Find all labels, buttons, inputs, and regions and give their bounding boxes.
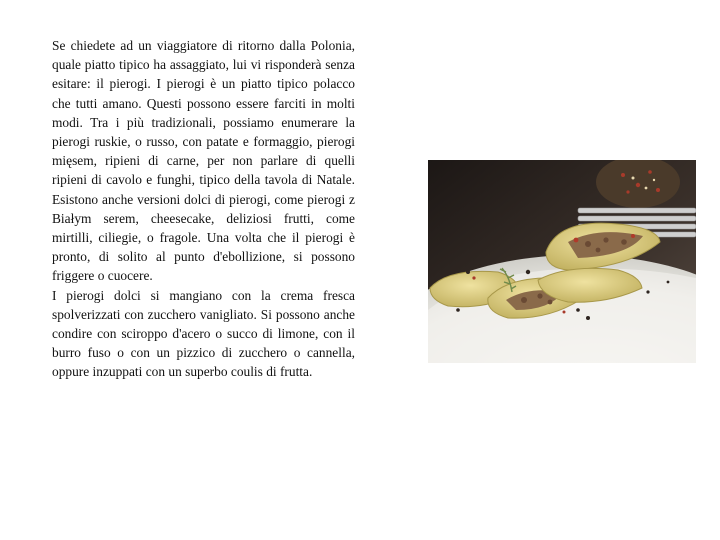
article-paragraph-2: I pierogi dolci si mangiano con la crema fresca spolverizzati con zucchero vanigliato. Si possono anche condire con sciroppo d'acero o succo di limone, con il burro fuso o con un pizzico di zucchero o cannella, oppure inzuppati con un superbo coulis di frutta. [52, 287, 355, 380]
article-text [52, 36, 355, 382]
article-paragraph-1: Se chiedete ad un viaggiatore di ritorno dalla Polonia, quale piatto tipico ha assaggiato, lui vi risponderà senza esitare: il pierogi. I pierogi è un piatto tipico polacco che tutti amano. Questi possono essere farciti in molti modi. Tra i più tradizionali, possiamo enumerare la pierogi ruskie, o russo, con patate e formaggio, pierogi mięsem, ripieni di carne, per non parlare di quelli ripieni di cavolo e funghi, tipico della tavola di Natale. Esistono anche versioni dolci di pierogi, come pierogi z Białym serem, cheesecake, deliziosi frutti, come mirtilli, ciliegie, o fragole. Una volta che il pierogi è pronto, di solito al punto d'ebollizione, si possono friggere o cuocere. [52, 38, 355, 284]
pierogi-dish-photo [428, 160, 696, 363]
